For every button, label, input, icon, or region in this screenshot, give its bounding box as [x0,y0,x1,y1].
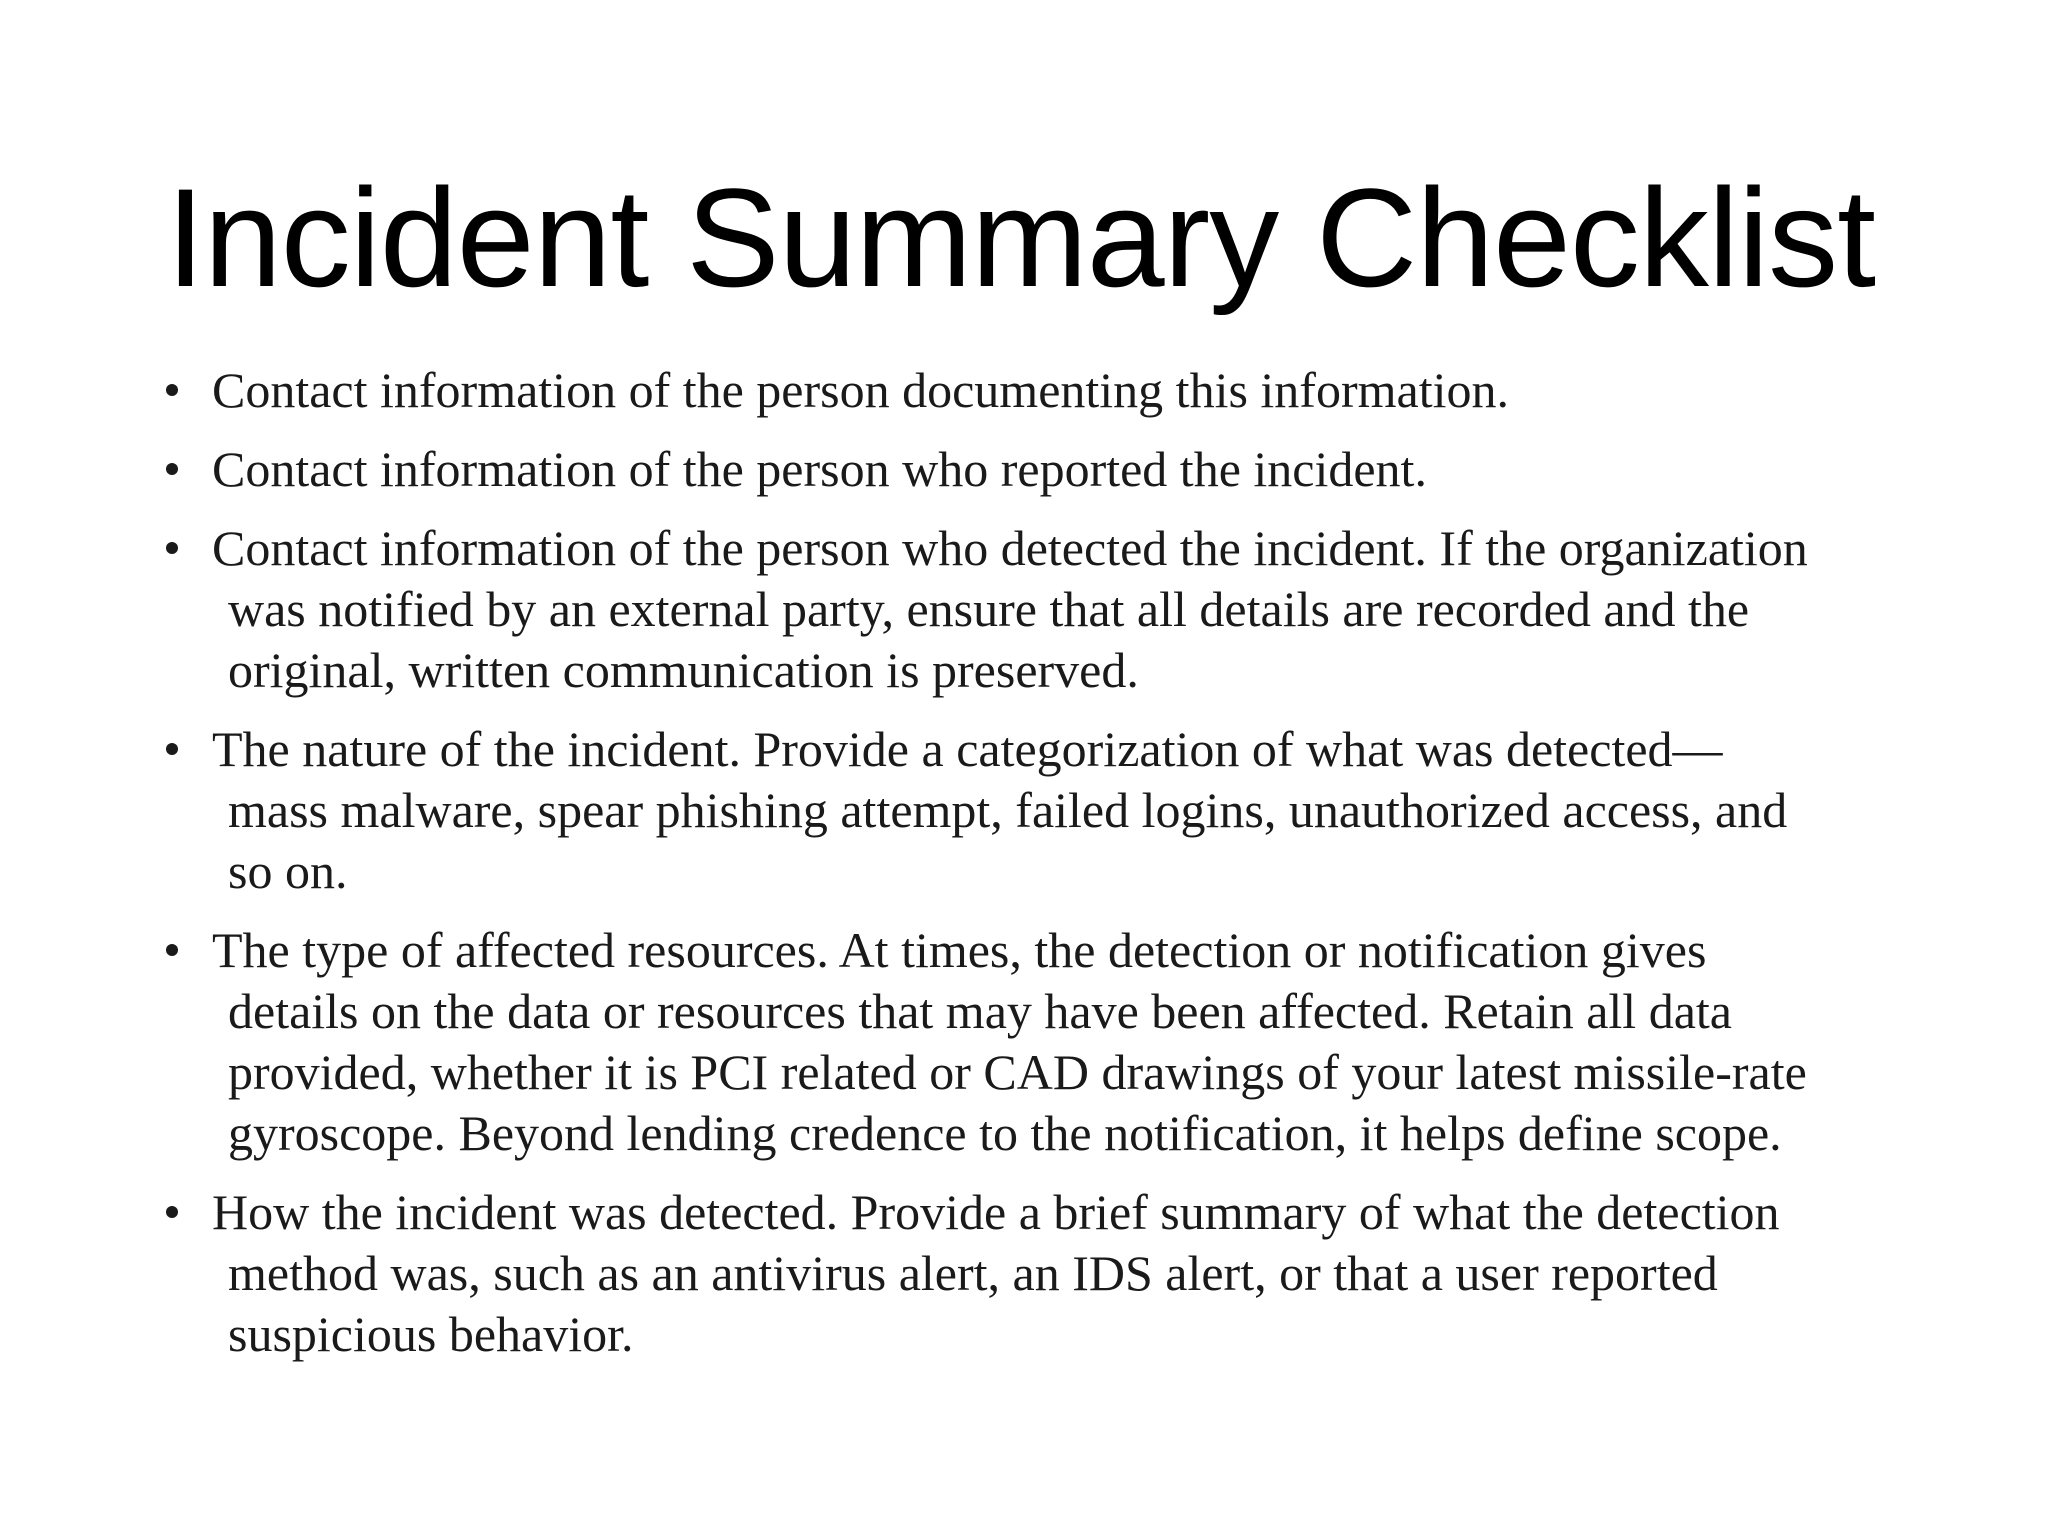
bullet-text: Contact information of the person documenting this information. [212,362,1509,418]
list-item [160,719,1820,902]
bullet-list [160,360,1820,1383]
list-item [160,360,1820,421]
bullet-icon [166,384,178,396]
bullet-icon [166,542,178,554]
bullet-icon [166,463,178,475]
list-item [160,518,1820,701]
slide-title: Incident Summary Checklist [166,159,1876,316]
bullet-text: Contact information of the person who reported the incident. [212,441,1427,497]
list-item [160,920,1820,1164]
bullet-icon [166,1206,178,1218]
bullet-text: How the incident was detected. Provide a brief summary of what the detection method was, such as an antivirus alert, an IDS alert, or that a user reported suspicious behavior. [212,1184,1780,1362]
bullet-text: The type of affected resources. At times, the detection or notification gives details on the data or resources that may have been affected. Retain all data provided, whether it is PCI related or CAD drawings of your latest missile-rate gyroscope. Beyond lending credence to the notification, it helps define scope. [212,922,1807,1161]
bullet-icon [166,743,178,755]
bullet-text: Contact information of the person who detected the incident. If the organization was notified by an external party, ensure that all details are recorded and the original, written communication is preserved. [212,520,1808,698]
bullet-text: The nature of the incident. Provide a categorization of what was detected—mass malware, spear phishing attempt, failed logins, unauthorized access, and so on. [212,721,1788,899]
bullet-icon [166,944,178,956]
list-item [160,439,1820,500]
list-item [160,1182,1820,1365]
